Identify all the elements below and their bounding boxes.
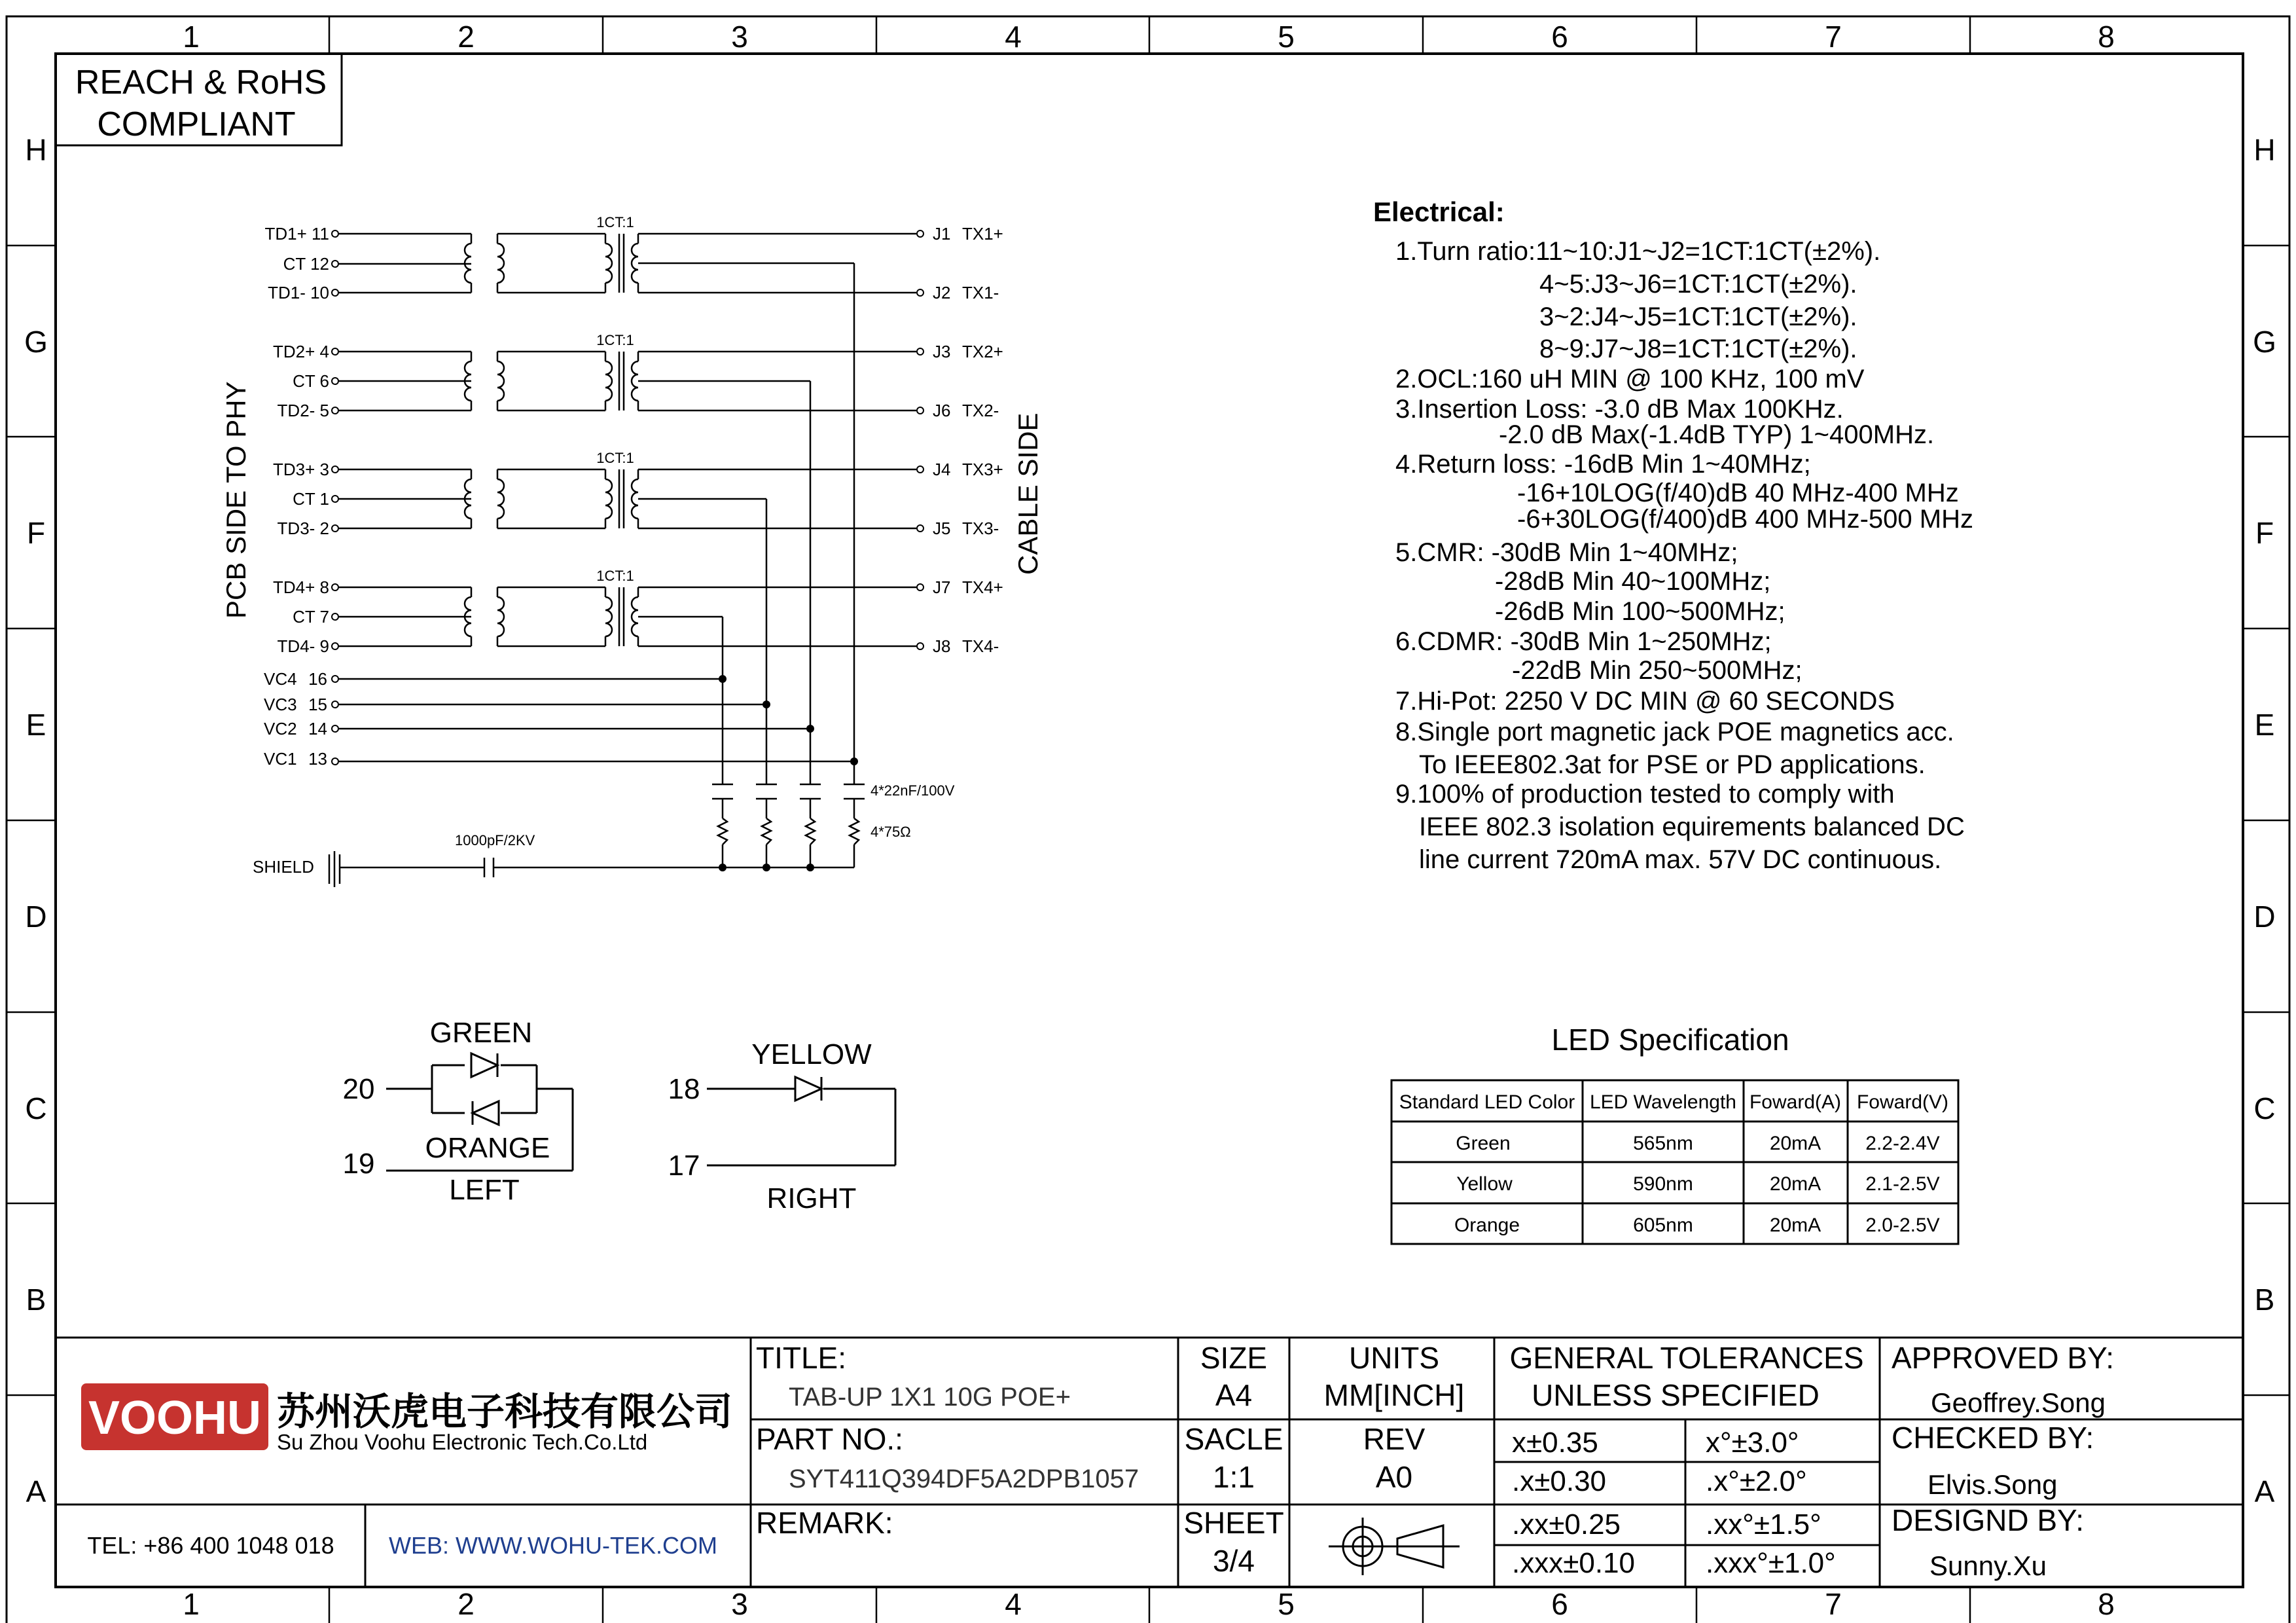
scale-label: SACLE (1184, 1422, 1283, 1456)
j-pin-label: J2 (933, 283, 951, 302)
tolerance-linear: .xx±0.25 (1512, 1508, 1621, 1541)
electrical-line: line current 720mA max. 57V DC continuous. (1419, 845, 1942, 874)
electrical-line: 5.CMR: -30dB Min 1~40MHz; (1395, 538, 1738, 567)
electrical-line: 2.OCL:160 uH MIN @ 100 KHz, 100 mV (1395, 365, 1865, 393)
zone-col-top: 6 (1551, 20, 1568, 54)
tx-label: TX3- (962, 519, 999, 538)
table-cell: 20mA (1769, 1214, 1821, 1236)
zone-col-top: 1 (183, 20, 200, 54)
table-cell: 20mA (1769, 1133, 1821, 1154)
contact-tel: TEL: +86 400 1048 018 (87, 1532, 334, 1559)
transformer-ratio: 1CT:1 (596, 332, 634, 348)
size-value: A4 (1215, 1378, 1253, 1412)
zone-col-bottom: 6 (1551, 1587, 1568, 1621)
electrical-line: -16+10LOG(f/40)dB 40 MHz-400 MHz (1517, 479, 1959, 507)
compliance-line-1: REACH & RoHS (75, 64, 327, 101)
vc-pin: 14 (308, 719, 327, 739)
electrical-line: 3~2:J4~J5=1CT:1CT(±2%). (1539, 302, 1857, 331)
led-pin-18: 18 (668, 1073, 700, 1105)
zone-row-left: B (26, 1283, 46, 1317)
electrical-line: 3.Insertion Loss: -3.0 dB Max 100KHz. (1395, 395, 1844, 424)
table-cell: 20mA (1769, 1173, 1821, 1195)
units-label: UNITS (1349, 1341, 1439, 1375)
j-pin-label: J7 (933, 577, 951, 597)
led-pin-17: 17 (668, 1150, 700, 1182)
tx-label: TX1+ (962, 224, 1003, 244)
tx-label: TX4- (962, 636, 999, 656)
zone-row-left: D (25, 900, 47, 934)
led-side-right: RIGHT (766, 1182, 857, 1214)
compliance-line-2: COMPLIANT (97, 105, 296, 143)
electrical-line: -2.0 dB Max(-1.4dB TYP) 1~400MHz. (1499, 420, 1935, 449)
vc-label: VC4 (264, 669, 297, 689)
tolerance-angular: .xxx°±1.0° (1706, 1547, 1836, 1579)
led-pin-19: 19 (342, 1148, 375, 1180)
zone-col-top: 3 (731, 20, 748, 54)
zone-row-right: A (2254, 1474, 2275, 1508)
tolerance-linear: .xxx±0.10 (1512, 1547, 1636, 1579)
tx-label: TX2- (962, 401, 999, 420)
j-pin-label: J4 (933, 460, 951, 479)
part-no-value: SYT411Q394DF5A2DPB1057 (789, 1465, 1139, 1493)
zone-col-bottom: 8 (2098, 1587, 2115, 1621)
vc-label: VC3 (264, 695, 297, 714)
company-name-en: Su Zhou Voohu Electronic Tech.Co.Ltd (277, 1430, 648, 1454)
electrical-line: 8~9:J7~J8=1CT:1CT(±2%). (1539, 335, 1857, 363)
rev-value: A0 (1375, 1460, 1413, 1494)
table-header: Foward(A) (1749, 1091, 1842, 1113)
sheet-label: SHEET (1183, 1506, 1284, 1540)
transformer-ratio: 1CT:1 (596, 214, 634, 230)
zone-col-top: 8 (2098, 20, 2115, 54)
tolerance-angular: .xx°±1.5° (1706, 1508, 1821, 1541)
shield-label: SHIELD (253, 857, 314, 877)
zone-row-right: F (2255, 516, 2274, 550)
table-header: Standard LED Color (1399, 1091, 1575, 1113)
tx-label: TX2+ (962, 342, 1003, 361)
j-pin-label: J5 (933, 519, 951, 538)
table-cell: 2.0-2.5V (1865, 1214, 1940, 1236)
zone-col-top: 4 (1005, 20, 1022, 54)
tolerance-linear: x±0.35 (1512, 1427, 1598, 1459)
zone-row-right: C (2253, 1091, 2276, 1125)
approved-label: APPROVED BY: (1892, 1341, 2115, 1375)
zone-row-right: H (2253, 133, 2276, 167)
electrical-line: 1.Turn ratio:11~10:J1~J2=1CT:1CT(±2%). (1395, 237, 1881, 266)
zone-row-right: B (2254, 1283, 2275, 1317)
pin-label: CT 6 (293, 371, 329, 391)
vc-pin: 13 (308, 749, 327, 769)
zone-row-right: G (2253, 325, 2276, 359)
zone-row-left: F (26, 516, 46, 550)
led-pin-20: 20 (342, 1073, 375, 1105)
j-pin-label: J8 (933, 636, 951, 656)
tolerance-linear: .x±0.30 (1512, 1465, 1607, 1497)
electrical-line: 6.CDMR: -30dB Min 1~250MHz; (1395, 627, 1772, 656)
pin-label: CT 12 (283, 254, 329, 274)
tolerance-subtitle: UNLESS SPECIFIED (1532, 1378, 1820, 1412)
led-color-yellow: YELLOW (751, 1038, 872, 1070)
pin-label: CT 7 (293, 607, 329, 627)
table-cell: 2.2-2.4V (1865, 1133, 1940, 1154)
zone-col-top: 5 (1278, 20, 1295, 54)
transformer-ratio: 1CT:1 (596, 568, 634, 584)
vc-pin: 15 (308, 695, 327, 714)
pin-label: TD4+ 8 (273, 577, 329, 597)
j-pin-label: J3 (933, 342, 951, 361)
electrical-line: 4~5:J3~J6=1CT:1CT(±2%). (1539, 270, 1857, 299)
table-cell: Orange (1454, 1214, 1520, 1236)
cable-side-label: CABLE SIDE (1013, 412, 1043, 575)
pin-label: TD2+ 4 (273, 342, 329, 361)
logo-text: VOOHU (88, 1392, 262, 1444)
electrical-line: 7.Hi-Pot: 2250 V DC MIN @ 60 SECONDS (1395, 687, 1895, 716)
zone-col-bottom: 1 (183, 1587, 200, 1621)
pcb-side-label: PCB SIDE TO PHY (221, 381, 251, 619)
table-header: LED Wavelength (1589, 1091, 1737, 1113)
tx-label: TX4+ (962, 577, 1003, 597)
electrical-line: -6+30LOG(f/400)dB 400 MHz-500 MHz (1517, 505, 1973, 534)
zone-col-bottom: 5 (1278, 1587, 1295, 1621)
shield-capacitor-label: 1000pF/2KV (455, 832, 535, 848)
designed-label: DESIGND BY: (1892, 1503, 2084, 1537)
table-cell: 565nm (1633, 1133, 1693, 1154)
pin-label: TD2- 5 (277, 401, 329, 420)
led-color-orange: ORANGE (425, 1132, 550, 1164)
electrical-line: -26dB Min 100~500MHz; (1495, 597, 1785, 626)
pin-label: TD3- 2 (277, 519, 329, 538)
table-cell: 2.1-2.5V (1865, 1173, 1940, 1195)
table-cell: 590nm (1633, 1173, 1693, 1195)
zone-col-bottom: 3 (731, 1587, 748, 1621)
remark-label: REMARK: (756, 1506, 893, 1540)
vc-label: VC1 (264, 749, 297, 769)
tolerance-angular: .x°±2.0° (1706, 1465, 1807, 1497)
zone-row-left: E (26, 708, 46, 742)
zone-row-right: E (2254, 708, 2275, 742)
vc-label: VC2 (264, 719, 297, 739)
sheet-value: 3/4 (1213, 1544, 1255, 1578)
scale-value: 1:1 (1213, 1460, 1255, 1494)
title-label: TITLE: (756, 1341, 847, 1375)
pin-label: TD4- 9 (277, 636, 329, 656)
resistor-label: 4*75Ω (870, 824, 911, 840)
pin-label: TD1+ 11 (264, 224, 329, 244)
checked-label: CHECKED BY: (1892, 1421, 2094, 1455)
capacitor-label: 4*22nF/100V (870, 782, 955, 799)
part-no-label: PART NO.: (756, 1422, 903, 1456)
rev-label: REV (1363, 1422, 1426, 1456)
zone-row-left: G (24, 325, 48, 359)
zone-col-top: 7 (1825, 20, 1842, 54)
transformer-ratio: 1CT:1 (596, 450, 634, 466)
electrical-line: 9.100% of production tested to comply with (1395, 780, 1895, 809)
zone-col-bottom: 4 (1005, 1587, 1022, 1621)
electrical-line: -28dB Min 40~100MHz; (1495, 567, 1771, 596)
vc-pin: 16 (308, 669, 327, 689)
zone-row-left: C (25, 1091, 47, 1125)
electrical-line: 8.Single port magnetic jack POE magnetics acc. (1395, 718, 1954, 746)
electrical-line: 4.Return loss: -16dB Min 1~40MHz; (1395, 450, 1811, 479)
table-cell: 605nm (1633, 1214, 1693, 1236)
tolerance-title: GENERAL TOLERANCES (1509, 1341, 1864, 1375)
pin-label: CT 1 (293, 489, 329, 509)
pin-label: TD1- 10 (268, 283, 329, 302)
zone-row-left: A (26, 1474, 46, 1508)
j-pin-label: J6 (933, 401, 951, 420)
tx-label: TX1- (962, 283, 999, 302)
j-pin-label: J1 (933, 224, 951, 244)
pin-label: TD3+ 3 (273, 460, 329, 479)
zone-col-bottom: 2 (457, 1587, 475, 1621)
table-cell: Green (1456, 1133, 1511, 1154)
checked-value: Elvis.Song (1928, 1469, 2058, 1500)
contact-web: WEB: WWW.WOHU-TEK.COM (389, 1532, 717, 1559)
tx-label: TX3+ (962, 460, 1003, 479)
size-label: SIZE (1200, 1341, 1268, 1375)
table-header: Foward(V) (1856, 1091, 1949, 1113)
company-name-cn: 苏州沃虎电子科技有限公司 (277, 1391, 733, 1433)
tolerance-angular: x°±3.0° (1706, 1427, 1799, 1459)
title-value: TAB-UP 1X1 10G POE+ (789, 1383, 1071, 1412)
led-spec-title: LED Specification (1551, 1023, 1789, 1057)
units-value: MM[INCH] (1323, 1378, 1465, 1412)
zone-col-top: 2 (457, 20, 475, 54)
electrical-line: To IEEE802.3at for PSE or PD applications. (1419, 750, 1926, 779)
led-color-green: GREEN (429, 1017, 533, 1049)
electrical-line: -22dB Min 250~500MHz; (1512, 656, 1803, 685)
zone-col-bottom: 7 (1825, 1587, 1842, 1621)
electrical-heading: Electrical: (1373, 196, 1505, 227)
led-side-left: LEFT (449, 1174, 520, 1206)
approved-value: Geoffrey.Song (1931, 1387, 2106, 1418)
zone-row-left: H (25, 133, 47, 167)
company-logo (81, 1383, 732, 1454)
designed-value: Sunny.Xu (1929, 1550, 2047, 1581)
table-cell: Yellow (1456, 1173, 1513, 1195)
electrical-line: IEEE 802.3 isolation equirements balanced DC (1419, 812, 1965, 841)
zone-row-right: D (2253, 900, 2276, 934)
